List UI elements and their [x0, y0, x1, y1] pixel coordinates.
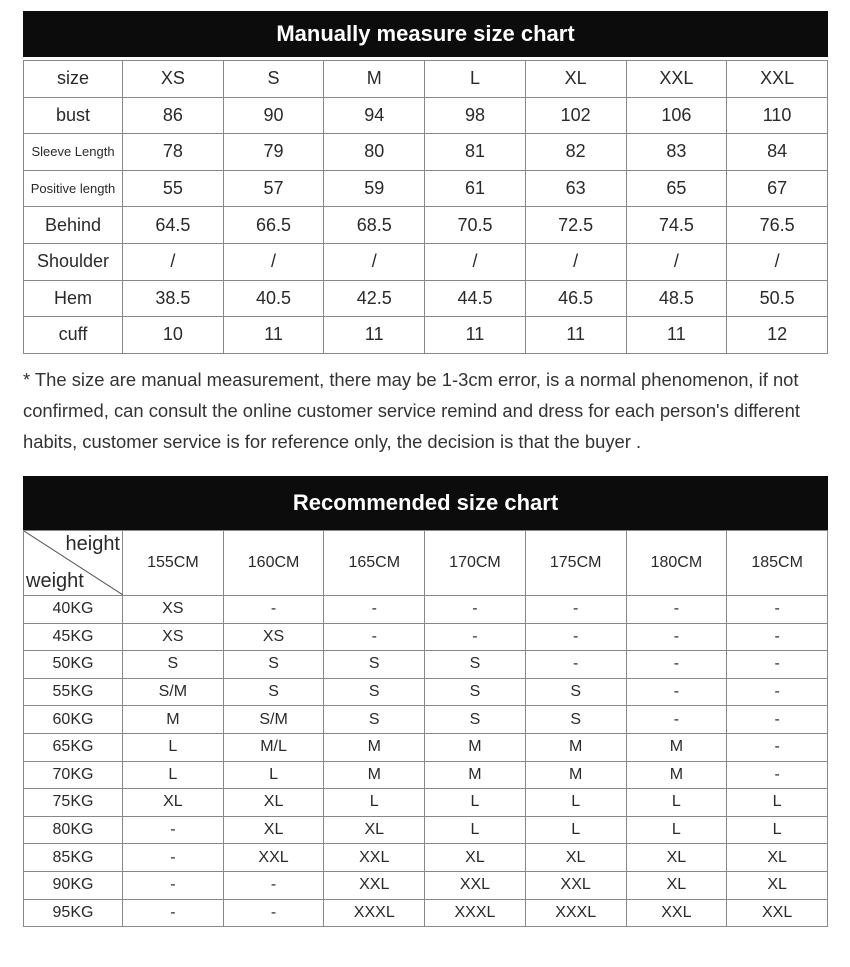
- table-row: [24, 761, 828, 789]
- table-cell: XXL: [626, 899, 727, 927]
- size-header-cell: M: [324, 61, 425, 98]
- size-header-cell: XXL: [727, 61, 828, 98]
- table-cell: XXXL: [324, 899, 425, 927]
- table-cell: -: [626, 651, 727, 679]
- height-header-cell: 180CM: [626, 531, 727, 596]
- table-cell: 12: [727, 317, 828, 354]
- height-axis-label: height: [65, 533, 120, 555]
- table-cell: L: [727, 816, 828, 844]
- weight-label: 85KG: [24, 844, 123, 872]
- size-header-cell: S: [223, 61, 324, 98]
- table-cell: -: [324, 596, 425, 624]
- table-cell: 48.5: [626, 280, 727, 317]
- table-row: [24, 207, 828, 244]
- table-cell: -: [626, 623, 727, 651]
- table-cell: XL: [626, 844, 727, 872]
- table-cell: /: [727, 243, 828, 280]
- height-header-cell: 175CM: [525, 531, 626, 596]
- measure-size-table: [23, 60, 828, 354]
- table-row: [24, 596, 828, 624]
- table-row: [24, 844, 828, 872]
- table-cell: 72.5: [525, 207, 626, 244]
- table-cell: -: [425, 596, 526, 624]
- table-cell: S/M: [223, 706, 324, 734]
- table-cell: 11: [425, 317, 526, 354]
- table-cell: 11: [223, 317, 324, 354]
- table-cell: M: [324, 761, 425, 789]
- table-cell: 61: [425, 170, 526, 207]
- table-cell: 70.5: [425, 207, 526, 244]
- table-cell: M: [425, 761, 526, 789]
- table-cell: M/L: [223, 733, 324, 761]
- height-header-cell: 185CM: [727, 531, 828, 596]
- table-cell: XS: [123, 623, 224, 651]
- table-row: [24, 706, 828, 734]
- weight-axis-label: weight: [26, 570, 84, 592]
- table-cell: XL: [223, 816, 324, 844]
- table-cell: 83: [626, 134, 727, 171]
- table-cell: 38.5: [123, 280, 224, 317]
- table-cell: 82: [525, 134, 626, 171]
- table-cell: 76.5: [727, 207, 828, 244]
- table-cell: S: [425, 651, 526, 679]
- table-cell: -: [525, 651, 626, 679]
- table-row: [24, 899, 828, 927]
- table-cell: L: [123, 761, 224, 789]
- table-cell: 68.5: [324, 207, 425, 244]
- table-row: [24, 243, 828, 280]
- measure-chart-title: Manually measure size chart: [23, 11, 828, 57]
- weight-label: 75KG: [24, 789, 123, 817]
- table-cell: -: [525, 596, 626, 624]
- table-cell: 81: [425, 134, 526, 171]
- table-cell: 50.5: [727, 280, 828, 317]
- table-cell: M: [324, 733, 425, 761]
- table-cell: -: [425, 623, 526, 651]
- table-cell: /: [425, 243, 526, 280]
- table-cell: 11: [324, 317, 425, 354]
- table-cell: 106: [626, 97, 727, 134]
- table-cell: 80: [324, 134, 425, 171]
- table-cell: -: [223, 596, 324, 624]
- table-cell: M: [626, 761, 727, 789]
- table-cell: -: [626, 596, 727, 624]
- table-cell: /: [525, 243, 626, 280]
- table-row: [24, 871, 828, 899]
- table-cell: 63: [525, 170, 626, 207]
- table-cell: 57: [223, 170, 324, 207]
- table-cell: S: [324, 651, 425, 679]
- table-cell: L: [626, 816, 727, 844]
- weight-label: 95KG: [24, 899, 123, 927]
- table-row: [24, 733, 828, 761]
- table-cell: -: [626, 678, 727, 706]
- table-cell: M: [525, 733, 626, 761]
- weight-label: 40KG: [24, 596, 123, 624]
- table-cell: XXL: [324, 844, 425, 872]
- height-header-cell: 160CM: [223, 531, 324, 596]
- table-cell: 110: [727, 97, 828, 134]
- table-cell: 42.5: [324, 280, 425, 317]
- table-cell: 44.5: [425, 280, 526, 317]
- table-cell: -: [123, 899, 224, 927]
- weight-label: 50KG: [24, 651, 123, 679]
- table-cell: S: [123, 651, 224, 679]
- row-label: Positive length: [24, 170, 123, 207]
- table-row: [24, 97, 828, 134]
- recommended-chart-title: Recommended size chart: [23, 476, 828, 530]
- table-cell: /: [123, 243, 224, 280]
- table-cell: -: [727, 678, 828, 706]
- table-cell: -: [727, 733, 828, 761]
- weight-label: 90KG: [24, 871, 123, 899]
- table-cell: XXXL: [425, 899, 526, 927]
- table-row: [24, 816, 828, 844]
- table-cell: /: [223, 243, 324, 280]
- table-cell: XXL: [727, 899, 828, 927]
- table-cell: -: [727, 761, 828, 789]
- weight-label: 70KG: [24, 761, 123, 789]
- table-cell: 98: [425, 97, 526, 134]
- table-row: [24, 623, 828, 651]
- table-cell: M: [123, 706, 224, 734]
- height-header-cell: 165CM: [324, 531, 425, 596]
- table-cell: -: [727, 651, 828, 679]
- table-cell: 78: [123, 134, 224, 171]
- table-cell: S: [425, 678, 526, 706]
- table-cell: L: [324, 789, 425, 817]
- table-cell: XL: [626, 871, 727, 899]
- height-header-cell: 155CM: [123, 531, 224, 596]
- table-cell: -: [223, 899, 324, 927]
- table-cell: S: [324, 706, 425, 734]
- table-cell: 11: [626, 317, 727, 354]
- table-cell: M: [525, 761, 626, 789]
- table-cell: 102: [525, 97, 626, 134]
- weight-label: 80KG: [24, 816, 123, 844]
- table-cell: 10: [123, 317, 224, 354]
- table-cell: -: [123, 844, 224, 872]
- table-header-row: [24, 531, 828, 596]
- table-cell: 94: [324, 97, 425, 134]
- table-cell: XL: [223, 789, 324, 817]
- table-row: [24, 61, 828, 98]
- table-row: [24, 317, 828, 354]
- table-cell: 59: [324, 170, 425, 207]
- row-label: size: [24, 61, 123, 98]
- table-row: [24, 789, 828, 817]
- table-row: [24, 280, 828, 317]
- table-cell: 64.5: [123, 207, 224, 244]
- weight-label: 45KG: [24, 623, 123, 651]
- size-header-cell: XL: [525, 61, 626, 98]
- table-cell: 55: [123, 170, 224, 207]
- row-label: Sleeve Length: [24, 134, 123, 171]
- table-cell: -: [626, 706, 727, 734]
- table-row: [24, 170, 828, 207]
- table-cell: S: [425, 706, 526, 734]
- table-cell: XXL: [324, 871, 425, 899]
- table-cell: -: [525, 623, 626, 651]
- table-cell: M: [626, 733, 727, 761]
- table-cell: L: [626, 789, 727, 817]
- row-label: bust: [24, 97, 123, 134]
- table-cell: XL: [324, 816, 425, 844]
- table-cell: XXXL: [525, 899, 626, 927]
- table-cell: S: [223, 651, 324, 679]
- table-cell: -: [123, 816, 224, 844]
- table-cell: XXL: [425, 871, 526, 899]
- table-cell: 40.5: [223, 280, 324, 317]
- table-cell: 11: [525, 317, 626, 354]
- size-header-cell: XXL: [626, 61, 727, 98]
- table-cell: -: [727, 706, 828, 734]
- table-cell: XXL: [223, 844, 324, 872]
- measurement-note: * The size are manual measurement, there may be 1-3cm error, is a normal phenomenon, if not confirmed, can consult the online customer service remind and dress for each person's different habits, customer service is for reference only, the decision is that the buyer .: [23, 369, 800, 452]
- table-cell: L: [223, 761, 324, 789]
- table-row: [24, 134, 828, 171]
- table-cell: XL: [727, 871, 828, 899]
- table-cell: L: [425, 816, 526, 844]
- table-cell: -: [123, 871, 224, 899]
- table-cell: XL: [525, 844, 626, 872]
- table-row: [24, 651, 828, 679]
- table-cell: -: [324, 623, 425, 651]
- table-cell: S: [525, 678, 626, 706]
- table-cell: XS: [123, 596, 224, 624]
- table-cell: 46.5: [525, 280, 626, 317]
- table-cell: 84: [727, 134, 828, 171]
- table-cell: 66.5: [223, 207, 324, 244]
- table-cell: XL: [123, 789, 224, 817]
- table-cell: 67: [727, 170, 828, 207]
- table-cell: -: [727, 596, 828, 624]
- recommended-size-table: [23, 530, 828, 927]
- corner-cell: [24, 531, 123, 596]
- size-header-cell: XS: [123, 61, 224, 98]
- table-cell: 79: [223, 134, 324, 171]
- table-cell: XS: [223, 623, 324, 651]
- table-cell: XXL: [525, 871, 626, 899]
- table-cell: XL: [727, 844, 828, 872]
- row-label: Behind: [24, 207, 123, 244]
- row-label: Hem: [24, 280, 123, 317]
- table-cell: 90: [223, 97, 324, 134]
- table-cell: S: [525, 706, 626, 734]
- size-header-cell: L: [425, 61, 526, 98]
- table-cell: S/M: [123, 678, 224, 706]
- table-cell: S: [324, 678, 425, 706]
- table-cell: -: [223, 871, 324, 899]
- table-cell: 74.5: [626, 207, 727, 244]
- row-label: Shoulder: [24, 243, 123, 280]
- table-cell: -: [727, 623, 828, 651]
- table-cell: L: [525, 789, 626, 817]
- table-cell: M: [425, 733, 526, 761]
- table-cell: L: [525, 816, 626, 844]
- table-cell: /: [626, 243, 727, 280]
- table-cell: XL: [425, 844, 526, 872]
- table-row: [24, 678, 828, 706]
- weight-label: 55KG: [24, 678, 123, 706]
- table-cell: /: [324, 243, 425, 280]
- row-label: cuff: [24, 317, 123, 354]
- height-header-cell: 170CM: [425, 531, 526, 596]
- table-cell: S: [223, 678, 324, 706]
- table-cell: L: [727, 789, 828, 817]
- table-cell: L: [425, 789, 526, 817]
- weight-label: 65KG: [24, 733, 123, 761]
- weight-label: 60KG: [24, 706, 123, 734]
- table-cell: 65: [626, 170, 727, 207]
- table-cell: L: [123, 733, 224, 761]
- table-cell: 86: [123, 97, 224, 134]
